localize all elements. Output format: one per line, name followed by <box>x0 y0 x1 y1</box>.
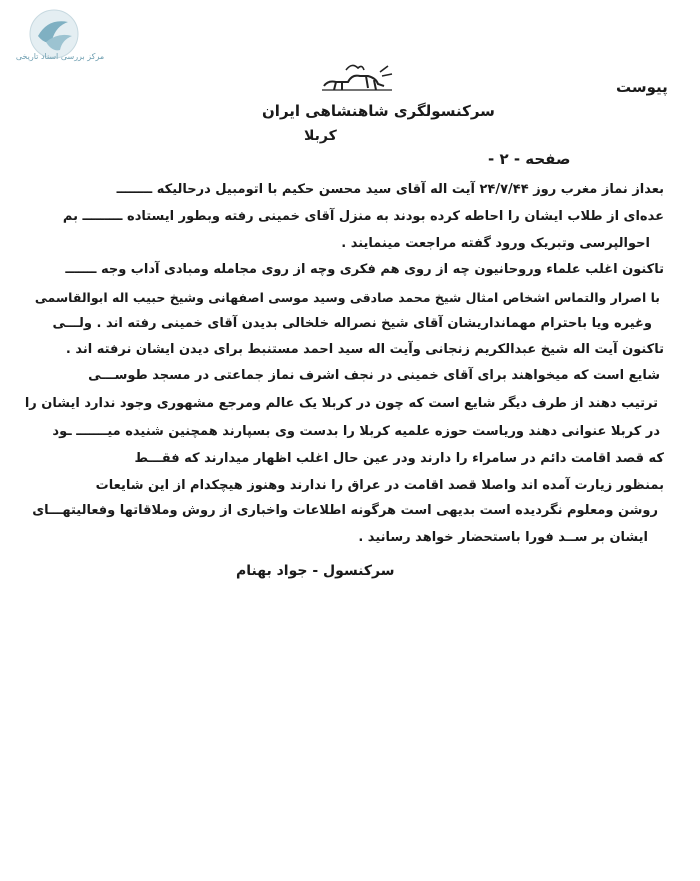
body-line: در کربلا عنوانی دهند وریاست حوزه علمیه کربلا را بدست وی بسپارند همچنین شنیده میـــــــ ـود <box>52 424 660 439</box>
signature-line: سرکنسول - جواد بهنام <box>236 563 395 579</box>
organization-title: سرکنسولگری شاهنشاهی ایران <box>262 102 495 120</box>
body-line: احوالپرسی وتبریک ورود گفته مراجعت مینمایند . <box>341 236 650 251</box>
body-line: تاکنون آیت اله شیخ عبدالکریم زنجانی وآیت اله سید احمد مستنبط برای دیدن ایشان نرفته اند . <box>65 342 664 357</box>
body-line: ترتیب دهند از طرف دیگر شایع است که چون در کربلا یک عالم ومرجع مشهوری وجود ندارد ایشان را <box>24 396 658 411</box>
page-number: صفحه - ۲ - <box>488 150 571 168</box>
body-line: شایع است که میخواهند برای آقای خمینی در نجف اشرف نماز جماعتی در مسجد طوســـی <box>88 368 660 383</box>
lion-and-sun-emblem-icon <box>318 60 396 94</box>
body-line: تاکنون اغلب علماء وروحانیون چه از روی هم فکری وچه از روی مجامله ومبادی آداب وجه ـــــــ <box>65 262 664 277</box>
body-line: بعداز نماز مغرب روز ۲۴/۷/۴۴ آیت اله آقای سید محسن حکیم با اتومبیل درحالیکه ــــــــ <box>116 182 664 197</box>
body-line: روشن ومعلوم نگردیده است بدیهی است هرگونه اطلاعات واخباری از روش وملاقاتها وفعالیتهـــای <box>32 503 658 518</box>
body-line: وغیره ویا باحترام مهمانداریشان آقای شیخ نصراله خلخالی بدیدن آقای خمینی رفته اند . ولـــی <box>52 316 652 331</box>
body-line: عده‌ای از طلاب ایشان را احاطه کرده بودند به منزل آقای خمینی رفته وبطور ایستاده ـــــــــ بم <box>62 209 664 224</box>
body-line: ایشان بر ســد فورا باستحضار خواهد رسانید . <box>358 530 648 545</box>
watermark-text: مرکز بررسی اسناد تاریخی <box>15 52 105 61</box>
city-name: کربلا <box>304 128 337 144</box>
body-line: بمنظور زیارت آمده اند واصلا قصد اقامت در عراق را ندارند وهنوز هیچکدام از این شایعات <box>95 478 664 493</box>
body-line: با اصرار والتماس اشخاص امثال شیخ محمد صادقی وسید موسی اصفهانی وشیخ حبیب اله ابوالقاسمی <box>34 290 660 305</box>
attachment-label: پیوست <box>616 78 668 96</box>
body-line: که قصد اقامت دائم در سامراء را دارند ودر عین حال اغلب اظهار میدارند که فقـــط <box>134 451 664 466</box>
